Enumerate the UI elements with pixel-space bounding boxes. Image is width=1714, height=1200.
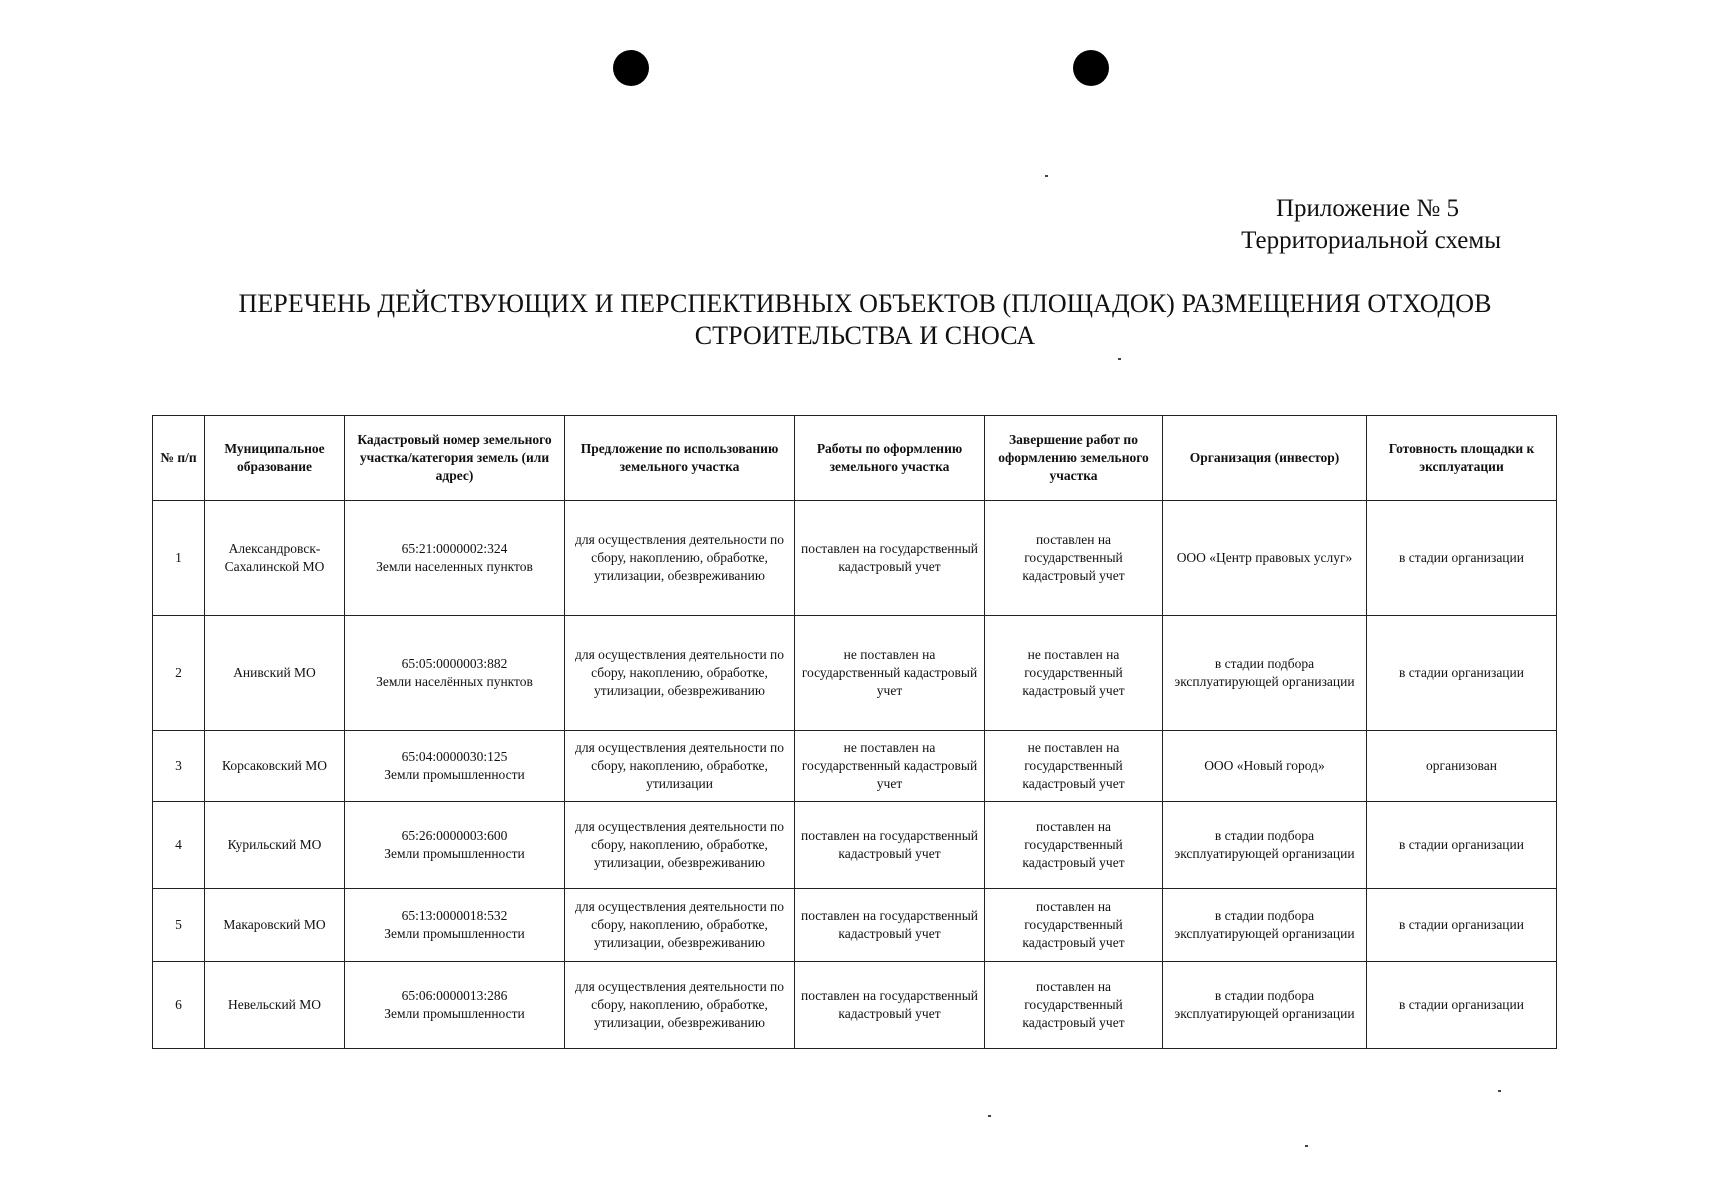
punch-hole-right <box>1073 50 1109 86</box>
row-municipality: Анивский МО <box>205 616 345 731</box>
row-land-category: Земли населенных пунктов <box>376 559 533 574</box>
row-registration-work: поставлен на государственный кадастровый учет <box>795 889 985 962</box>
row-cadastral-cell <box>345 962 565 1049</box>
row-land-category: Земли населённых пунктов <box>376 674 533 689</box>
header-cadastral: Кадастровый номер земельного участка/категория земель (или адрес) <box>345 416 565 501</box>
row-organization: в стадии подбора эксплуатирующей организации <box>1163 802 1367 889</box>
appendix-label <box>1241 193 1501 257</box>
row-registration-completion: не поставлен на государственный кадастровый учет <box>985 731 1163 802</box>
table-row <box>153 889 1557 962</box>
table-row <box>153 501 1557 616</box>
row-proposal: для осуществления деятельности по сбору, накоплению, обработке, утилизации, обезвреживанию <box>565 802 795 889</box>
row-readiness: в стадии организации <box>1367 889 1557 962</box>
header-number: № п/п <box>153 416 205 501</box>
row-cadastral-cell <box>345 731 565 802</box>
row-organization: ООО «Новый город» <box>1163 731 1367 802</box>
row-registration-work: не поставлен на государственный кадастровый учет <box>795 616 985 731</box>
document-title <box>150 288 1580 352</box>
table-row <box>153 731 1557 802</box>
row-municipality: Курильский МО <box>205 802 345 889</box>
row-land-category: Земли промышленности <box>384 846 525 861</box>
row-municipality: Макаровский МО <box>205 889 345 962</box>
header-readiness: Готовность площадки к эксплуатации <box>1367 416 1557 501</box>
row-registration-work: не поставлен на государственный кадастровый учет <box>795 731 985 802</box>
scan-speck <box>1118 358 1121 360</box>
row-cadastral-number: 65:26:0000003:600 <box>401 828 508 843</box>
header-municipality: Муниципальное образование <box>205 416 345 501</box>
header-registration-completion: Завершение работ по оформлению земельного участка <box>985 416 1163 501</box>
row-land-category: Земли промышленности <box>384 767 525 782</box>
row-cadastral-number: 65:04:0000030:125 <box>401 749 508 764</box>
row-municipality: Александровск-Сахалинской МО <box>205 501 345 616</box>
table-row <box>153 962 1557 1049</box>
row-number: 2 <box>153 616 205 731</box>
row-proposal: для осуществления деятельности по сбору, накоплению, обработке, утилизации, обезвреживанию <box>565 962 795 1049</box>
row-readiness: в стадии организации <box>1367 962 1557 1049</box>
row-organization: в стадии подбора эксплуатирующей организации <box>1163 616 1367 731</box>
header-organization: Организация (инвестор) <box>1163 416 1367 501</box>
header-registration-work: Работы по оформлению земельного участка <box>795 416 985 501</box>
row-municipality: Невельский МО <box>205 962 345 1049</box>
row-cadastral-number: 65:13:0000018:532 <box>401 908 508 923</box>
row-registration-work: поставлен на государственный кадастровый учет <box>795 802 985 889</box>
row-cadastral-number: 65:05:0000003:882 <box>401 656 508 671</box>
row-registration-work: поставлен на государственный кадастровый учет <box>795 962 985 1049</box>
row-proposal: для осуществления деятельности по сбору, накоплению, обработке, утилизации, обезвреживанию <box>565 616 795 731</box>
document-title-line-1: ПЕРЕЧЕНЬ ДЕЙСТВУЮЩИХ И ПЕРСПЕКТИВНЫХ ОБЪЕКТОВ (ПЛОЩАДОК) РАЗМЕЩЕНИЯ ОТХОДОВ <box>238 289 1492 318</box>
row-registration-completion: поставлен на государственный кадастровый учет <box>985 962 1163 1049</box>
punch-hole-left <box>613 50 649 86</box>
row-organization: в стадии подбора эксплуатирующей организации <box>1163 889 1367 962</box>
row-registration-completion: поставлен на государственный кадастровый учет <box>985 889 1163 962</box>
row-organization: ООО «Центр правовых услуг» <box>1163 501 1367 616</box>
table-row <box>153 802 1557 889</box>
table-header-row <box>153 416 1557 501</box>
row-cadastral-cell <box>345 501 565 616</box>
row-municipality: Корсаковский МО <box>205 731 345 802</box>
row-organization: в стадии подбора эксплуатирующей организации <box>1163 962 1367 1049</box>
row-proposal: для осуществления деятельности по сбору, накоплению, обработке, утилизации, обезвреживанию <box>565 889 795 962</box>
row-cadastral-number: 65:06:0000013:286 <box>401 988 508 1003</box>
row-proposal: для осуществления деятельности по сбору, накоплению, обработке, утилизации, обезвреживанию <box>565 501 795 616</box>
appendix-scheme: Территориальной схемы <box>1241 227 1501 254</box>
row-readiness: в стадии организации <box>1367 616 1557 731</box>
row-cadastral-number: 65:21:0000002:324 <box>401 541 508 556</box>
scan-speck <box>1498 1090 1501 1092</box>
row-number: 3 <box>153 731 205 802</box>
row-land-category: Земли промышленности <box>384 926 525 941</box>
scan-speck <box>988 1115 991 1117</box>
header-proposal: Предложение по использованию земельного участка <box>565 416 795 501</box>
row-number: 4 <box>153 802 205 889</box>
row-readiness: в стадии организации <box>1367 501 1557 616</box>
row-land-category: Земли промышленности <box>384 1006 525 1021</box>
row-readiness: организован <box>1367 731 1557 802</box>
row-registration-completion: не поставлен на государственный кадастровый учет <box>985 616 1163 731</box>
row-number: 1 <box>153 501 205 616</box>
row-cadastral-cell <box>345 616 565 731</box>
row-number: 6 <box>153 962 205 1049</box>
table-row <box>153 616 1557 731</box>
row-proposal: для осуществления деятельности по сбору, накоплению, обработке, утилизации <box>565 731 795 802</box>
row-cadastral-cell <box>345 889 565 962</box>
row-number: 5 <box>153 889 205 962</box>
row-readiness: в стадии организации <box>1367 802 1557 889</box>
scan-speck <box>1045 175 1048 177</box>
row-registration-completion: поставлен на государственный кадастровый учет <box>985 802 1163 889</box>
waste-sites-table <box>152 415 1557 1049</box>
scan-speck <box>1305 1145 1308 1147</box>
appendix-number: Приложение № 5 <box>1275 195 1459 222</box>
row-cadastral-cell <box>345 802 565 889</box>
row-registration-work: поставлен на государственный кадастровый учет <box>795 501 985 616</box>
row-registration-completion: поставлен на государственный кадастровый учет <box>985 501 1163 616</box>
document-title-line-2: СТРОИТЕЛЬСТВА И СНОСА <box>694 321 1036 350</box>
